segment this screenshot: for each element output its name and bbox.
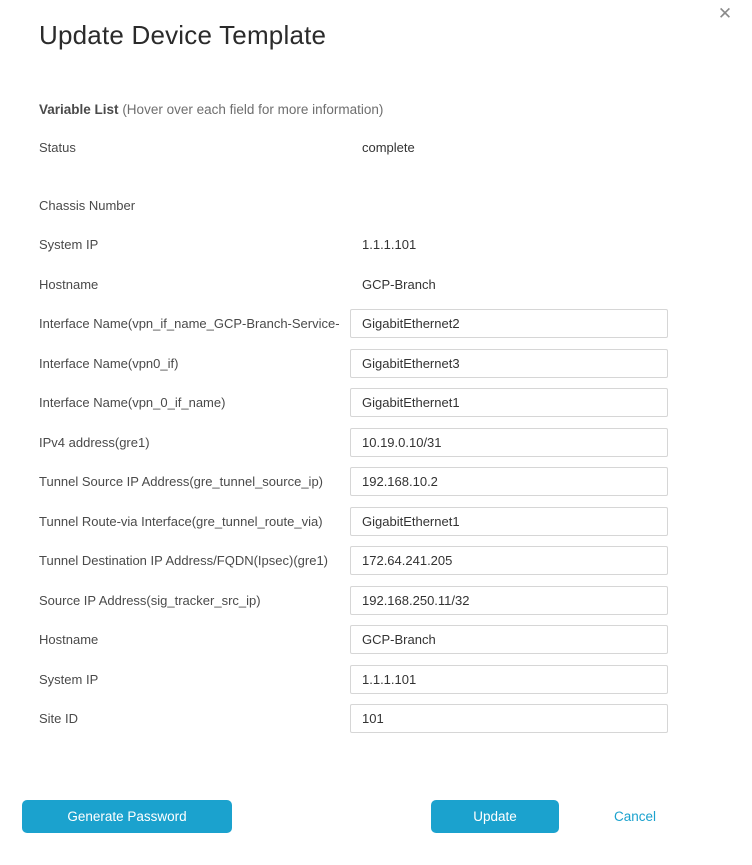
row-label: Tunnel Route-via Interface(gre_tunnel_route_via) — [39, 513, 323, 529]
page-title: Update Device Template — [39, 20, 327, 50]
input-row — [39, 428, 669, 457]
row-label: Interface Name(vpn_if_name_GCP-Branch-Service- — [39, 316, 340, 331]
row-label: Hostname — [39, 632, 99, 647]
row-value: 1.1.1.101 — [362, 237, 417, 252]
variable-input[interactable] — [350, 349, 668, 378]
input-row — [39, 507, 669, 536]
input-row — [39, 586, 669, 615]
row-label: Tunnel Source IP Address(gre_tunnel_source_ip) — [39, 474, 324, 489]
variable-list-label: Variable List — [39, 102, 119, 117]
variable-input[interactable] — [350, 388, 668, 417]
input-row — [39, 546, 669, 575]
cancel-button[interactable]: Cancel — [614, 809, 657, 824]
row-label: Source IP Address(sig_tracker_src_ip) — [39, 592, 261, 608]
row-label: Tunnel Destination IP Address/FQDN(Ipsec)(gre1) — [39, 553, 329, 568]
input-row — [39, 625, 669, 654]
variable-input[interactable] — [350, 309, 668, 338]
row-label: Status — [39, 140, 76, 155]
row-label: IPv4 address(gre1) — [39, 434, 150, 450]
row-label: Hostname — [39, 276, 99, 292]
variable-list-heading — [39, 102, 383, 117]
variable-input[interactable] — [350, 665, 668, 694]
row-label: Chassis Number — [39, 197, 136, 213]
variable-list-hint: (Hover over each field for more information) — [122, 102, 384, 117]
variable-input[interactable] — [350, 428, 668, 457]
variable-input[interactable] — [350, 507, 668, 536]
generate-password-button[interactable]: Generate Password — [22, 800, 232, 833]
static-row — [39, 230, 669, 259]
variable-input[interactable] — [350, 625, 668, 654]
row-label: System IP — [39, 237, 99, 252]
input-row — [39, 467, 669, 496]
row-label: Interface Name(vpn_0_if_name) — [39, 395, 226, 410]
variable-rows — [39, 133, 669, 744]
input-row — [39, 704, 669, 733]
footer-actions — [0, 800, 752, 833]
input-row — [39, 309, 669, 338]
row-label: Site ID — [39, 711, 79, 726]
variable-input[interactable] — [350, 467, 668, 496]
input-row — [39, 349, 669, 378]
static-row — [39, 191, 669, 220]
variable-input[interactable] — [350, 546, 668, 575]
close-icon[interactable]: ✕ — [717, 4, 733, 23]
static-row — [39, 270, 669, 299]
row-value: complete — [362, 140, 415, 155]
row-label: Interface Name(vpn0_if) — [39, 355, 179, 371]
row-label: System IP — [39, 671, 99, 687]
variable-input[interactable] — [350, 586, 668, 615]
static-row — [39, 133, 669, 162]
input-row — [39, 665, 669, 694]
variable-input[interactable] — [350, 704, 668, 733]
update-button[interactable]: Update — [431, 800, 559, 833]
row-value: GCP-Branch — [362, 276, 436, 292]
input-row — [39, 388, 669, 417]
